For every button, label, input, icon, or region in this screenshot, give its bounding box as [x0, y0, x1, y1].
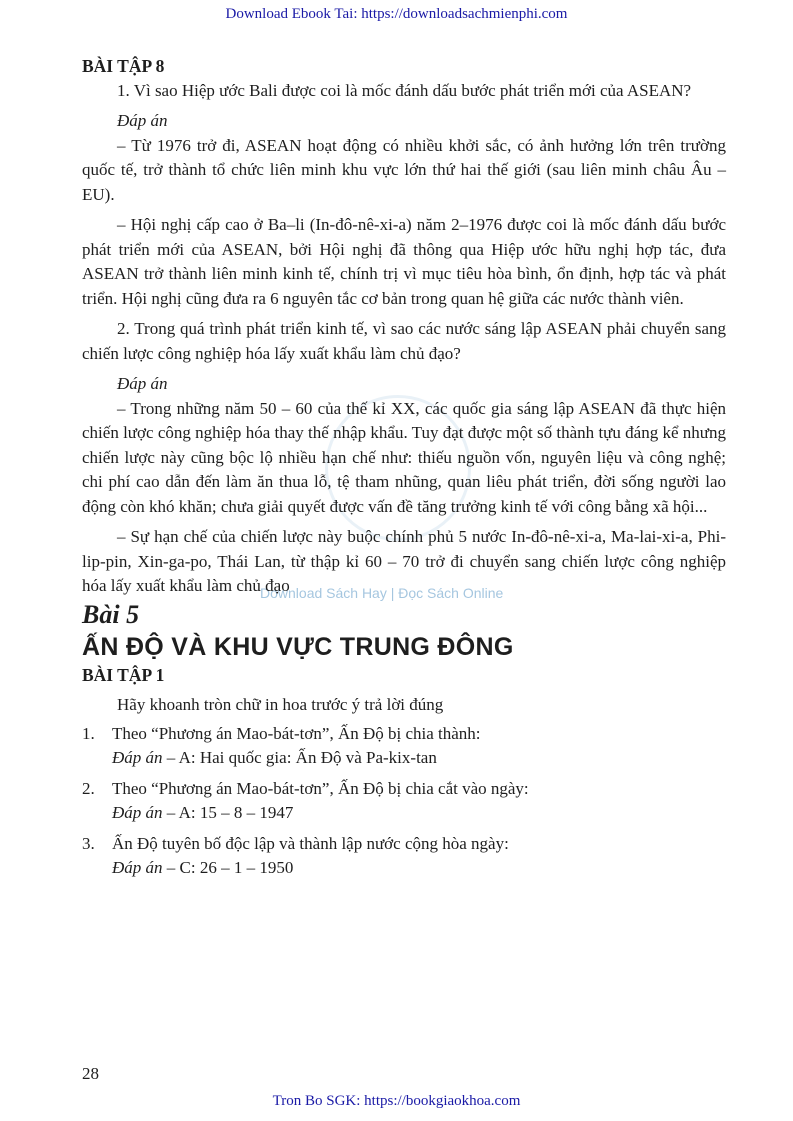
question-number: 3. [82, 833, 95, 853]
answer-label: Đáp án [117, 374, 168, 393]
answer-value: – A: 15 – 8 – 1947 [162, 803, 294, 822]
exercise-1-heading: BÀI TẬP 1 [82, 664, 165, 685]
answer-2-paragraph-1: – Trong những năm 50 – 60 của thế kỉ XX, các quốc gia sáng lập ASEAN đã thực hiện chiến lược công nghiệp hóa thay thế nhập khẩu. Tuy đạt được một số thành tựu đáng kể nhưng chiến lược này cũng bộc lộ nhiều hạn chế như: thiếu nguồn vốn, nguyên liệu và công nghệ; chi phí cao dẫn đến làm ăn thua lỗ, tệ tham nhũng, quan liêu phát triển, đời sống người lao động còn khó khăn; chưa giải quyết được vấn đề tăng trưởng kinh tế với công bằng xã hội... [82, 398, 726, 516]
exercise-8-heading: BÀI TẬP 8 [82, 56, 165, 76]
page-number: 28 [82, 1064, 99, 1083]
answer-value: – C: 26 – 1 – 1950 [162, 858, 294, 877]
question-text: Theo “Phương án Mao-bát-tơn”, Ấn Độ bị chia cắt vào ngày: [112, 778, 529, 798]
question-number: 1. [82, 723, 95, 743]
question-2: 2. Trong quá trình phát triển kinh tế, vì sao các nước sáng lập ASEAN phải chuyển sang chiến lược công nghiệp hóa lấy xuất khẩu làm chủ đạo? [82, 319, 726, 363]
answer-label: Đáp án [112, 858, 163, 877]
header-download-link[interactable]: Download Ebook Tai: https://downloadsachmienphi.com [225, 6, 568, 22]
footer-sgk-link[interactable]: Tron Bo SGK: https://bookgiaokhoa.com [272, 1093, 521, 1109]
question-item [82, 777, 726, 802]
question-1: 1. Vì sao Hiệp ước Bali được coi là mốc đánh dấu bước phát triển mới của ASEAN? [117, 80, 692, 100]
question-item [82, 832, 726, 857]
watermark-text: Download Sách Hay | Đọc Sách Online [260, 585, 504, 601]
question-answer [112, 856, 726, 881]
question-text: Theo “Phương án Mao-bát-tơn”, Ấn Độ bị chia thành: [112, 723, 481, 743]
question-number: 2. [82, 778, 95, 798]
answer-label: Đáp án [112, 803, 163, 822]
answer-1-paragraph-1: – Từ 1976 trở đi, ASEAN hoạt động có nhiều khởi sắc, có ảnh hưởng lớn trên trường quốc tế, trở thành tổ chức liên minh khu vực lớn thứ hai thế giới (sau liên minh châu Âu – EU). [82, 135, 726, 204]
lesson-number: Bài 5 [82, 599, 140, 629]
page-content [82, 54, 726, 881]
answer-1-paragraph-2: – Hội nghị cấp cao ở Ba–li (In-đô-nê-xi-a) năm 2–1976 được coi là mốc đánh dấu bước phát triển mới của ASEAN, bởi Hội nghị đã thông qua Hiệp ước hữu nghị hợp tác, đưa ASEAN trở thành liên minh kinh tế, chính trị vì mục tiêu hòa bình, ổn định, hợp tác và phát triển. Hội nghị cũng đưa ra 6 nguyên tắc cơ bản trong quan hệ giữa các nước thành viên. [82, 215, 726, 308]
answer-label: Đáp án [112, 748, 163, 767]
question-answer [112, 801, 726, 826]
answer-2-paragraph-2: – Sự hạn chế của chiến lược này buộc chính phủ 5 nước In-đô-nê-xi-a, Ma-lai-xi-a, Phi-lip-pin, Xin-ga-po, Thái Lan, từ thập kỉ 60 – 70 trở đi chuyển sang chiến lược công nghiệp hóa lấy xuất khẩu làm chủ đạo [82, 527, 726, 595]
question-answer [112, 746, 726, 771]
lesson-title: ẤN ĐỘ VÀ KHU VỰC TRUNG ĐÔNG [82, 632, 514, 661]
exercise-1-instruction: Hãy khoanh tròn chữ in hoa trước ý trả lời đúng [117, 695, 444, 714]
answer-label: Đáp án [117, 111, 168, 130]
question-item [82, 722, 726, 747]
question-text: Ấn Độ tuyên bố độc lập và thành lập nước cộng hòa ngày: [112, 833, 509, 853]
answer-value: – A: Hai quốc gia: Ấn Độ và Pa-kix-tan [162, 748, 437, 767]
